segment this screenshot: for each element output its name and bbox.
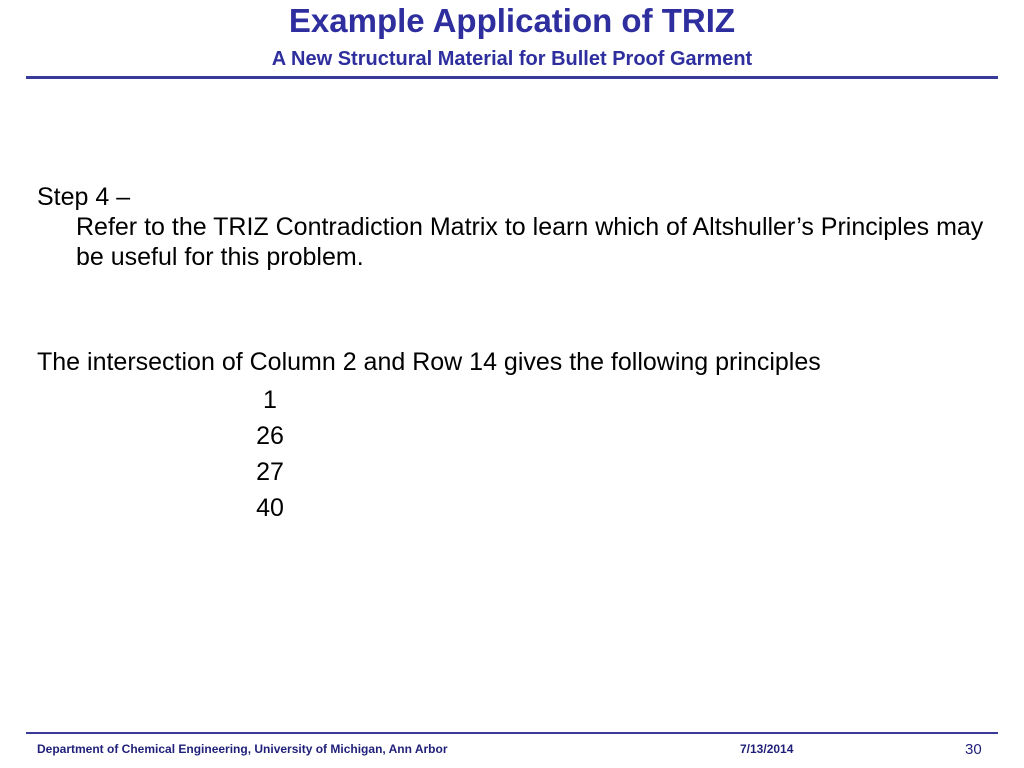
footer-department: Department of Chemical Engineering, University of Michigan, Ann Arbor bbox=[37, 742, 448, 756]
step-description: Refer to the TRIZ Contradiction Matrix to learn which of Altshuller’s Principles may be useful for this problem. bbox=[76, 213, 984, 271]
principle-item: 40 bbox=[256, 494, 284, 522]
principle-item: 27 bbox=[256, 458, 284, 486]
principle-item: 1 bbox=[263, 386, 277, 414]
slide-title: Example Application of TRIZ bbox=[288, 2, 736, 39]
footer-divider bbox=[26, 732, 998, 734]
page-number: 30 bbox=[965, 741, 982, 758]
intersection-text: The intersection of Column 2 and Row 14 gives the following principles bbox=[37, 348, 821, 376]
principles-list bbox=[240, 382, 300, 526]
footer-date: 7/13/2014 bbox=[740, 742, 794, 756]
slide-subtitle: A New Structural Material for Bullet Proof Garment bbox=[271, 48, 753, 70]
principle-item: 26 bbox=[256, 422, 284, 450]
step-heading: Step 4 – bbox=[37, 183, 131, 211]
header-divider bbox=[26, 76, 998, 79]
